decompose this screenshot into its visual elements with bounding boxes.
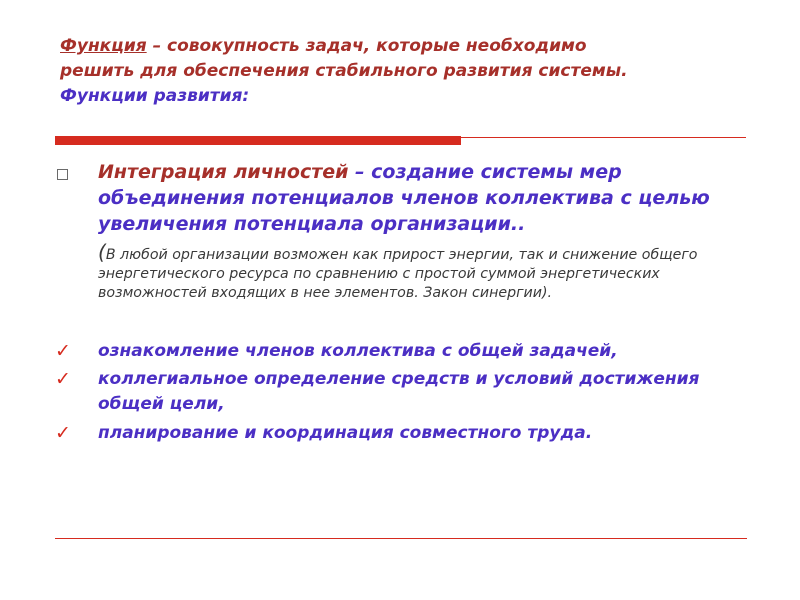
title-line-1	[60, 34, 750, 59]
list-item-lead: Интеграция личностей	[98, 161, 349, 183]
list-item-rest: – создание системы мер объединения потенциалов членов коллектива с целью увеличения потенциала организации..	[98, 161, 710, 235]
note-body: В любой организации возможен как прирост энергии, так и снижение общего энергетического ресурса по сравнению с простой суммой энергетических возможностей входящих в нее элементов. Закон синергии).	[98, 247, 698, 301]
list-item	[55, 421, 745, 446]
title-line-3: Функции развития:	[60, 86, 250, 106]
hollow-square-icon	[57, 169, 68, 180]
title-line-1-rest: – совокупность задач, которые необходимо	[146, 36, 587, 56]
title-line-2: решить для обеспечения стабильного развития системы.	[60, 61, 628, 81]
list-item-text	[98, 159, 745, 237]
divider-thick-bar	[55, 136, 461, 145]
list-item-text: планирование и координация совместного труда.	[98, 423, 593, 443]
list-item	[55, 367, 745, 417]
list-item	[55, 339, 745, 364]
checkmark-icon: ✓	[55, 422, 71, 444]
list-item-text: ознакомление членов коллектива с общей задачей,	[98, 341, 618, 361]
checkmark-icon: ✓	[55, 368, 71, 390]
checkmark-icon: ✓	[55, 340, 71, 362]
slide-title	[60, 34, 750, 109]
note-open-paren: (	[98, 240, 106, 264]
list-item-integration	[55, 159, 745, 237]
title-term: Функция	[60, 36, 147, 56]
synergy-note	[98, 240, 748, 303]
divider-thin-rule	[461, 137, 746, 138]
list-item-text: коллегиальное определение средств и условий достижения общей цели,	[98, 369, 700, 414]
footer-rule	[55, 538, 747, 539]
